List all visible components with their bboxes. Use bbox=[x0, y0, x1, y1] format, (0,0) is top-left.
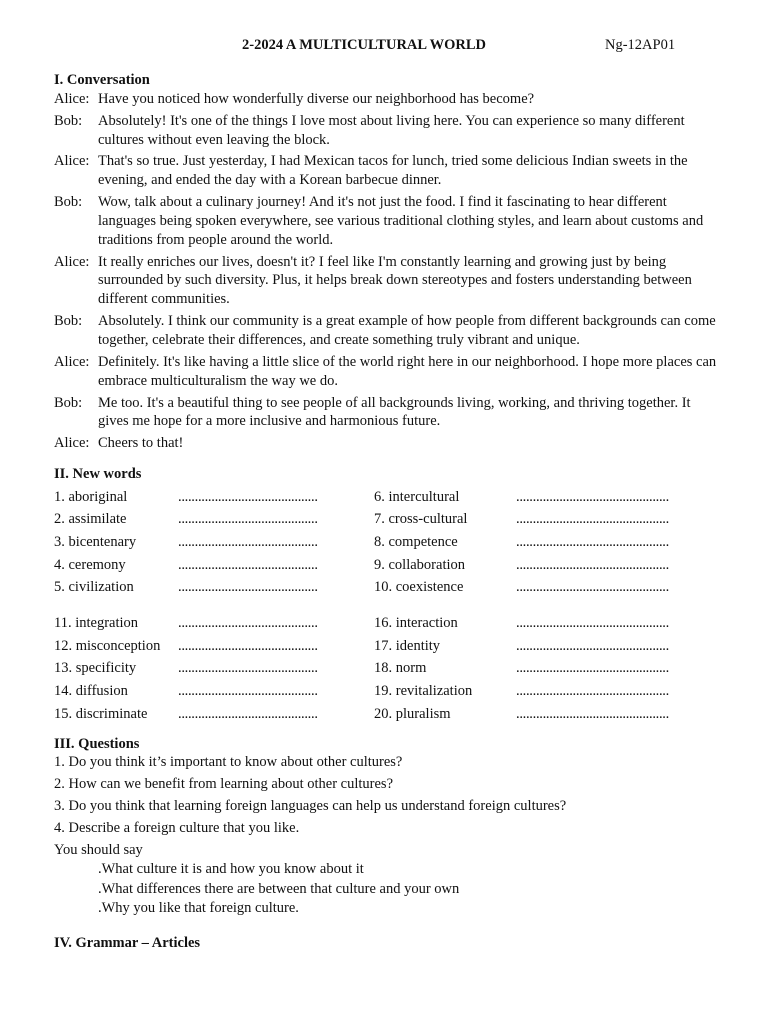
vocab-term: 11. integration bbox=[54, 615, 139, 632]
speaker-name: Bob: bbox=[54, 112, 83, 129]
vocab-item bbox=[374, 556, 718, 574]
speaker-text: Have you noticed how wonderfully diverse our neighborhood has become? bbox=[98, 90, 535, 107]
vocab-term: 19. revitalization bbox=[374, 683, 473, 700]
vocab-answer-blank[interactable]: .............................................. bbox=[516, 579, 669, 596]
vocab-item bbox=[54, 533, 374, 551]
question-item: 3. Do you think that learning foreign languages can help us understand foreign cultures? bbox=[54, 798, 567, 815]
vocab-term: 3. bicentenary bbox=[54, 534, 137, 551]
speaker-text: Cheers to that! bbox=[98, 435, 184, 452]
question-item: 1. Do you think it’s important to know about other cultures? bbox=[54, 754, 403, 771]
conversation-line bbox=[54, 312, 718, 350]
conversation-line bbox=[54, 112, 718, 150]
vocab-item bbox=[374, 705, 718, 723]
vocab-item bbox=[374, 510, 718, 528]
question-item: 4. Describe a foreign culture that you like. bbox=[54, 820, 300, 836]
vocab-item bbox=[374, 488, 718, 506]
vocab-answer-blank[interactable]: .......................................... bbox=[178, 534, 318, 551]
conversation-line bbox=[54, 434, 718, 453]
vocab-term: 7. cross-cultural bbox=[374, 511, 468, 528]
question-sub-item: .What differences there are between that culture and your own bbox=[98, 880, 460, 897]
speaker-name: Alice: bbox=[54, 253, 90, 270]
speaker-name: Alice: bbox=[54, 353, 90, 370]
vocab-answer-blank[interactable]: .......................................... bbox=[178, 579, 318, 596]
vocab-item bbox=[374, 682, 718, 700]
vocab-term: 16. interaction bbox=[374, 615, 458, 632]
vocab-item bbox=[54, 637, 374, 655]
vocab-item bbox=[54, 705, 374, 723]
vocab-answer-blank[interactable]: .............................................. bbox=[516, 488, 669, 505]
question-sub-item: .What culture it is and how you know about it bbox=[98, 860, 364, 877]
vocab-item bbox=[54, 614, 374, 632]
vocab-answer-blank[interactable]: .......................................... bbox=[178, 615, 318, 632]
new-words-section bbox=[54, 488, 718, 723]
vocab-answer-blank[interactable]: .......................................... bbox=[178, 488, 318, 505]
vocab-answer-blank[interactable]: .............................................. bbox=[516, 637, 669, 654]
vocab-term: 18. norm bbox=[374, 660, 427, 677]
speaker-name: Bob: bbox=[54, 194, 83, 211]
vocab-term: 15. discriminate bbox=[54, 705, 148, 722]
vocab-answer-blank[interactable]: .............................................. bbox=[516, 705, 669, 722]
questions-section bbox=[54, 753, 718, 918]
word-group-1 bbox=[54, 488, 718, 596]
vocab-answer-blank[interactable]: .......................................... bbox=[178, 511, 318, 528]
speaker-text: Absolutely. I think our community is a great example of how people from different backgrounds can come together, celebrate their differences, and create something truly vibrant and unique. bbox=[98, 313, 716, 348]
speaker-text: That's so true. Just yesterday, I had Mexican tacos for lunch, tried some delicious Indian sweets in the evening, and ended the day with a Korean barbecue dinner. bbox=[98, 153, 688, 189]
vocab-term: 1. aboriginal bbox=[54, 488, 128, 505]
speaker-text: Definitely. It's like having a little slice of the world right here in our neighborhood. I hope more places can embrace multiculturalism the way we do. bbox=[98, 353, 717, 389]
vocab-item bbox=[374, 637, 718, 655]
conversation-line bbox=[54, 152, 718, 190]
speaker-name: Alice: bbox=[54, 435, 90, 452]
page-header bbox=[54, 36, 718, 58]
vocab-answer-blank[interactable]: .............................................. bbox=[516, 683, 669, 700]
vocab-term: 9. collaboration bbox=[374, 556, 466, 573]
speaker-name: Alice: bbox=[54, 90, 90, 107]
vocab-answer-blank[interactable]: .............................................. bbox=[516, 534, 669, 551]
worksheet-page bbox=[54, 36, 718, 953]
speaker-name: Alice: bbox=[54, 153, 90, 170]
speaker-text: It really enriches our lives, doesn't it? I feel like I'm constantly learning and growing just by being surrounded by such diversity. Plus, it helps break down stereotypes and fosters understanding between different communities. bbox=[98, 253, 692, 308]
vocab-answer-blank[interactable]: .......................................... bbox=[178, 556, 318, 573]
vocab-item bbox=[374, 614, 718, 632]
vocab-answer-blank[interactable]: .............................................. bbox=[516, 556, 669, 573]
question-prompt: You should say bbox=[54, 841, 143, 858]
speaker-text: Absolutely! It's one of the things I love most about living here. You can experience so many different cultures without even leaving the block. bbox=[98, 112, 685, 148]
vocab-answer-blank[interactable]: .............................................. bbox=[516, 660, 669, 677]
vocab-item bbox=[374, 578, 718, 596]
vocab-item bbox=[54, 659, 374, 677]
speaker-name: Bob: bbox=[54, 313, 83, 330]
conversation-line bbox=[54, 90, 718, 109]
vocab-answer-blank[interactable]: .......................................... bbox=[178, 637, 318, 654]
vocab-term: 17. identity bbox=[374, 637, 441, 654]
conversation-line bbox=[54, 394, 718, 432]
vocab-answer-blank[interactable]: .......................................... bbox=[178, 705, 318, 722]
vocab-item bbox=[374, 659, 718, 677]
new-words-heading: II. New words bbox=[54, 466, 142, 483]
vocab-item bbox=[54, 682, 374, 700]
conversation-line bbox=[54, 253, 718, 310]
speaker-name: Bob: bbox=[54, 394, 83, 411]
question-item: 2. How can we benefit from learning about other cultures? bbox=[54, 776, 394, 793]
vocab-item bbox=[54, 556, 374, 574]
vocab-term: 2. assimilate bbox=[54, 511, 127, 528]
vocab-term: 14. diffusion bbox=[54, 683, 128, 700]
vocab-answer-blank[interactable]: .......................................... bbox=[178, 660, 318, 677]
speaker-text: Me too. It's a beautiful thing to see people of all backgrounds living, working, and thriving together. It gives me hope for a more inclusive and harmonious future. bbox=[98, 394, 691, 430]
grammar-heading: IV. Grammar – Articles bbox=[54, 935, 201, 952]
vocab-term: 12. misconception bbox=[54, 637, 161, 654]
question-sub-item: .Why you like that foreign culture. bbox=[98, 900, 299, 917]
conversation-line bbox=[54, 353, 718, 391]
vocab-answer-blank[interactable]: .............................................. bbox=[516, 511, 669, 528]
vocab-item bbox=[54, 578, 374, 596]
vocab-answer-blank[interactable]: .............................................. bbox=[516, 615, 669, 632]
vocab-term: 10. coexistence bbox=[374, 579, 464, 596]
vocab-term: 5. civilization bbox=[54, 579, 134, 596]
speaker-text: Wow, talk about a culinary journey! And it's not just the food. I find it fascinating to hear different languages being spoken everywhere, see various traditional clothing styles, and learn about customs and traditions from people around the world. bbox=[98, 194, 704, 248]
worksheet-title: 2-2024 A MULTICULTURAL WORLD bbox=[242, 37, 487, 53]
vocab-term: 6. intercultural bbox=[374, 488, 460, 505]
conversation-line bbox=[54, 193, 718, 250]
vocab-term: 8. competence bbox=[374, 534, 458, 551]
vocab-term: 4. ceremony bbox=[54, 556, 126, 573]
vocab-item bbox=[54, 488, 374, 506]
vocab-term: 13. specificity bbox=[54, 660, 137, 677]
vocab-term: 20. pluralism bbox=[374, 705, 451, 722]
word-group-2 bbox=[54, 614, 718, 722]
questions-heading: III. Questions bbox=[54, 735, 140, 752]
vocab-item bbox=[54, 510, 374, 528]
worksheet-code: Ng-12AP01 bbox=[605, 37, 676, 53]
vocab-answer-blank[interactable]: .......................................... bbox=[178, 683, 318, 700]
vocab-item bbox=[374, 533, 718, 551]
conversation-section bbox=[54, 90, 718, 453]
conversation-heading: I. Conversation bbox=[54, 72, 150, 88]
